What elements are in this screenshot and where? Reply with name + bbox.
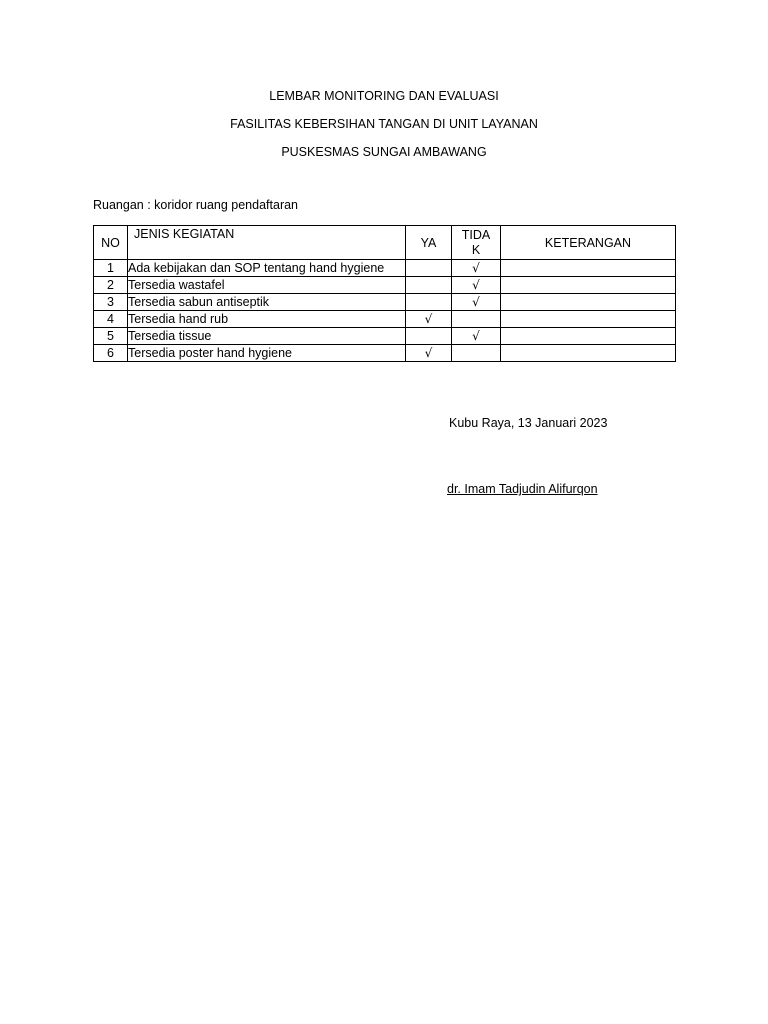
document-subtitle: FASILITAS KEBERSIHAN TANGAN DI UNIT LAYANAN (230, 117, 538, 131)
row-remarks (501, 311, 676, 328)
place-date: Kubu Raya, 13 Januari 2023 (449, 416, 608, 430)
header-no-label-text: TIDA K (461, 227, 491, 257)
row-yes-mark: √ (406, 311, 452, 328)
document-title: LEMBAR MONITORING DAN EVALUASI (269, 89, 499, 103)
row-yes-mark (406, 294, 452, 311)
header-row (94, 226, 676, 260)
row-number: 3 (94, 294, 128, 311)
row-no-mark (452, 311, 501, 328)
row-no-mark: √ (452, 328, 501, 345)
table-row (94, 345, 676, 362)
row-activity: Tersedia wastafel (128, 277, 406, 294)
row-no-mark: √ (452, 260, 501, 277)
row-yes-mark (406, 260, 452, 277)
row-activity: Tersedia sabun antiseptik (128, 294, 406, 311)
row-remarks (501, 328, 676, 345)
institution-name: PUSKESMAS SUNGAI AMBAWANG (281, 145, 487, 159)
row-remarks (501, 260, 676, 277)
row-yes-mark (406, 328, 452, 345)
row-no-mark (452, 345, 501, 362)
row-number: 4 (94, 311, 128, 328)
signer-name: dr. Imam Tadjudin Alifurqon (447, 482, 598, 496)
row-remarks (501, 294, 676, 311)
row-activity: Tersedia poster hand hygiene (128, 345, 406, 362)
table-body (94, 260, 676, 362)
row-activity: Tersedia tissue (128, 328, 406, 345)
table-row (94, 311, 676, 328)
table-row (94, 294, 676, 311)
room-line: Ruangan : koridor ruang pendaftaran (93, 198, 299, 212)
row-activity: Tersedia hand rub (128, 311, 406, 328)
header-remarks: KETERANGAN (501, 226, 676, 260)
row-number: 1 (94, 260, 128, 277)
header-yes: YA (406, 226, 452, 260)
row-remarks (501, 345, 676, 362)
row-remarks (501, 277, 676, 294)
table-header (94, 226, 676, 260)
row-number: 6 (94, 345, 128, 362)
row-yes-mark: √ (406, 345, 452, 362)
row-number: 2 (94, 277, 128, 294)
header-no-label (452, 226, 501, 260)
header-no: NO (94, 226, 128, 260)
checklist-table (93, 225, 676, 362)
header-activity: JENIS KEGIATAN (128, 226, 406, 260)
table-row (94, 277, 676, 294)
row-number: 5 (94, 328, 128, 345)
row-no-mark: √ (452, 277, 501, 294)
row-yes-mark (406, 277, 452, 294)
table-row (94, 328, 676, 345)
table-row (94, 260, 676, 277)
row-activity: Ada kebijakan dan SOP tentang hand hygiene (128, 260, 406, 277)
row-no-mark: √ (452, 294, 501, 311)
